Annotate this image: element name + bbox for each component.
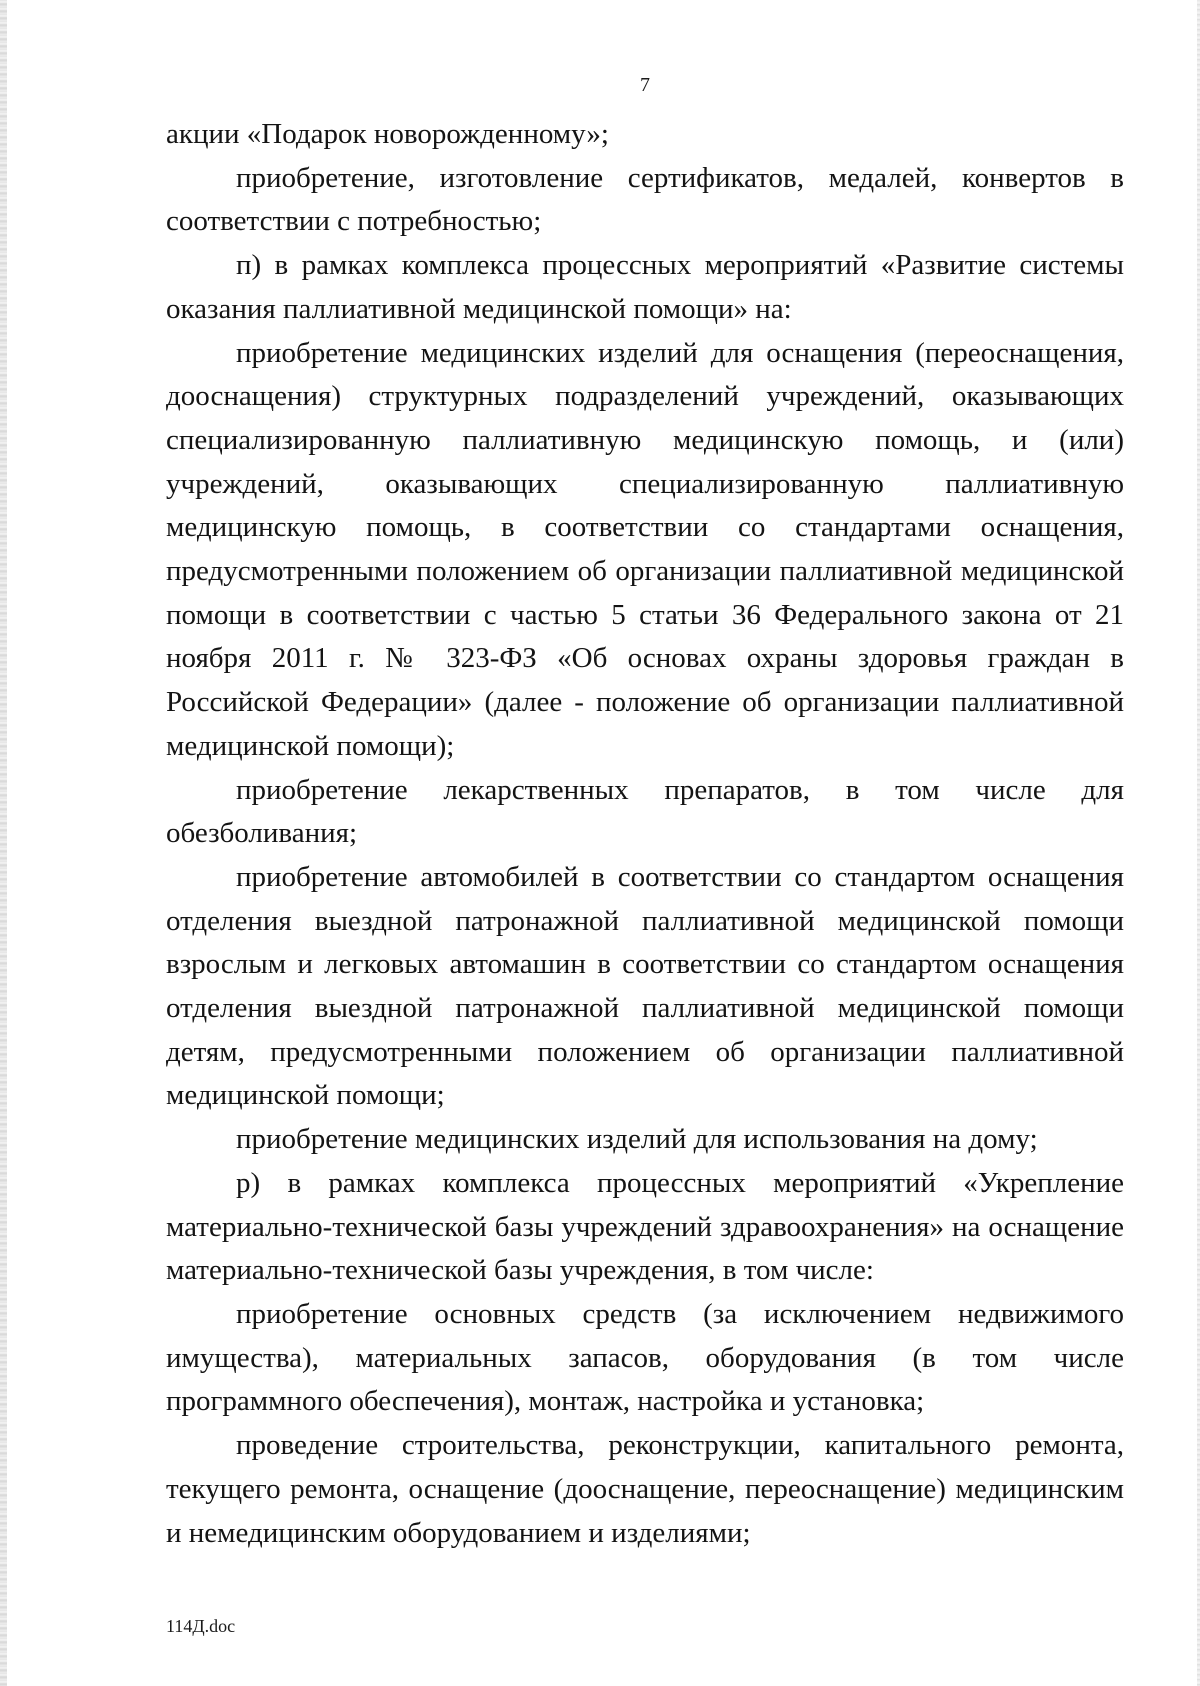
scan-edge-left [0,0,7,1686]
paragraph: р) в рамках комплекса процессных мероприятий «Укрепление материально-технической базы учреждений здравоохранения» на оснащение материально-технической базы учреждения, в том числе: [166,1166,1124,1287]
paragraph: п) в рамках комплекса процессных мероприятий «Развитие системы оказания паллиативной медицинской помощи» на: [166,249,1124,325]
document-body [166,113,1124,1555]
paragraph: приобретение основных средств (за исключением недвижимого имущества), материальных запасов, оборудования (в том числе программного обеспечения), монтаж, настройка и установка; [166,1297,1124,1418]
paragraph: акции «Подарок новорожденному»; [166,118,609,150]
paragraph: проведение строительства, реконструкции, капитального ремонта, текущего ремонта, оснащение (дооснащение, переоснащение) медицинским и немедицинским оборудованием и изделиями; [166,1429,1124,1549]
footer-filename: 114Д.doc [166,1616,236,1636]
paragraph: приобретение автомобилей в соответствии со стандартом оснащения отделения выездной патронажной паллиативной медицинской помощи взрослым и легковых автомашин в соответствии со стандартом оснащения отделения выездной патронажной паллиативной медицинской помощи детям, предусмотренными положением об организации паллиативной медицинской помощи; [166,860,1124,1112]
page-number: 7 [640,74,650,96]
paragraph: приобретение медицинских изделий для оснащения (переоснащения, дооснащения) структурных подразделений учреждений, оказывающих специализированную паллиативную медицинскую помощь, и (или) учреждений, оказывающих специализированную паллиативную медицинскую помощь, в соответствии со стандартами оснащения, предусмотренными положением об организации паллиативной медицинской помощи в соответствии с частью 5 статьи 36 Федерального закона от 21 ноября 2011 г. № 323-ФЗ «Об основах охраны здоровья граждан в Российской Федерации» (далее - положение об организации паллиативной медицинской помощи); [166,336,1124,762]
paragraph: приобретение лекарственных препаратов, в том числе для обезболивания; [166,773,1124,850]
paragraph: приобретение медицинских изделий для использования на дому; [236,1123,1038,1156]
paragraph: приобретение, изготовление сертификатов, медалей, конвертов в соответствии с потребностью; [166,161,1124,238]
